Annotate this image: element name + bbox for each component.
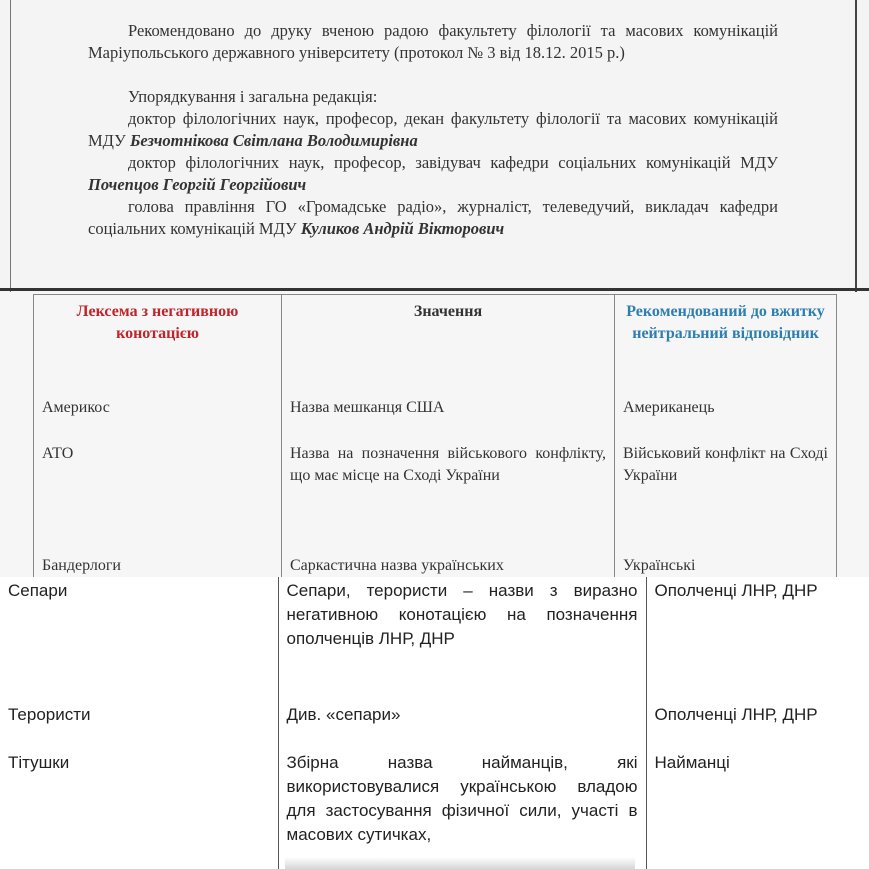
lexeme-cell: Терористи: [8, 705, 91, 724]
compiler-role: голова правління ГО «Громадське радіо», журналіст, телеведучий, викладач кафедри соціальних комунікацій МДУ: [88, 197, 778, 238]
compiler-role: доктор філологічних наук, професор, завідувач кафедри соціальних комунікацій МДУ: [128, 153, 778, 172]
lexeme-cell: Америкос: [34, 393, 282, 439]
header-meaning: Значення: [282, 295, 615, 394]
page-frame-right: [855, 0, 857, 292]
neutral-cell: Українські: [615, 551, 837, 577]
neutral-cell: Ополченці ЛНР, ДНР: [654, 705, 818, 724]
neutral-cell: Американець: [615, 393, 837, 439]
compiler-role: доктор філологічних наук, професор, декан факультету філології та масових комунікацій МДУ: [88, 109, 778, 150]
table-row: [34, 393, 837, 439]
compiler-entry: [88, 108, 778, 152]
lexeme-cell: АТО: [34, 439, 282, 551]
glossary-table-excerpt-a: [0, 292, 869, 577]
compilers-heading: Упорядкування і загальна редакція:: [128, 87, 378, 106]
cut-off-text-edge: [285, 857, 635, 869]
glossary-table-b: [0, 577, 869, 869]
meaning-cell: Саркастична назва українських: [282, 551, 615, 577]
table-row: [34, 551, 837, 577]
table-row: [0, 577, 869, 701]
compiler-entry: [88, 152, 778, 196]
meaning-cell: Назва на позначення військового конфлікту, що має місце на Сході України: [282, 439, 615, 551]
neutral-cell: Ополченці ЛНР, ДНР: [654, 581, 818, 600]
table-row: [0, 701, 869, 749]
table-row: [0, 749, 869, 869]
compiler-entry: [88, 196, 778, 240]
page-frame-bottom: [0, 288, 869, 291]
title-page-text: [88, 20, 778, 240]
recommendation-text: Рекомендовано до друку вченою радою факультету філології та масових комунікацій Маріупольського державного університету (протокол № 3 від 18.12. 2015 р.): [88, 21, 778, 62]
meaning-cell: Збірна назва найманців, які використовувалися українською владою для застосування фізичної сили, участі в масових сутичках,: [278, 749, 646, 869]
header-neutral-equivalent: Рекомендований до вжитку нейтральний відповідник: [615, 295, 837, 394]
lexeme-cell: Бандерлоги: [34, 551, 282, 577]
meaning-cell: Назва мешканця США: [282, 393, 615, 439]
compiler-name: Куликов Андрій Вікторович: [300, 219, 505, 238]
meaning-cell: Див. «сепари»: [278, 701, 646, 749]
neutral-cell: Найманці: [654, 753, 730, 772]
compiler-name: Безчотнікова Світлана Володимирівна: [129, 131, 418, 150]
table-row: [34, 439, 837, 551]
lexeme-cell: Сепари: [8, 581, 68, 600]
meaning-cell: Сепари, терористи – назви з виразно негативною конотацією на позначення ополченців ЛНР, ДНР: [278, 577, 646, 701]
glossary-table-excerpt-b: [0, 577, 869, 869]
header-negative-lexeme: Лексема з негативною конотацією: [34, 295, 282, 394]
glossary-table-a: [33, 294, 837, 577]
compiler-name: Почепцов Георгій Георгійович: [88, 175, 307, 194]
neutral-cell: Військовий конфлікт на Сході України: [615, 439, 837, 551]
page-frame-left: [10, 0, 11, 292]
table-header-row: [34, 295, 837, 394]
title-page-excerpt: [0, 0, 869, 292]
lexeme-cell: Тітушки: [8, 753, 70, 772]
